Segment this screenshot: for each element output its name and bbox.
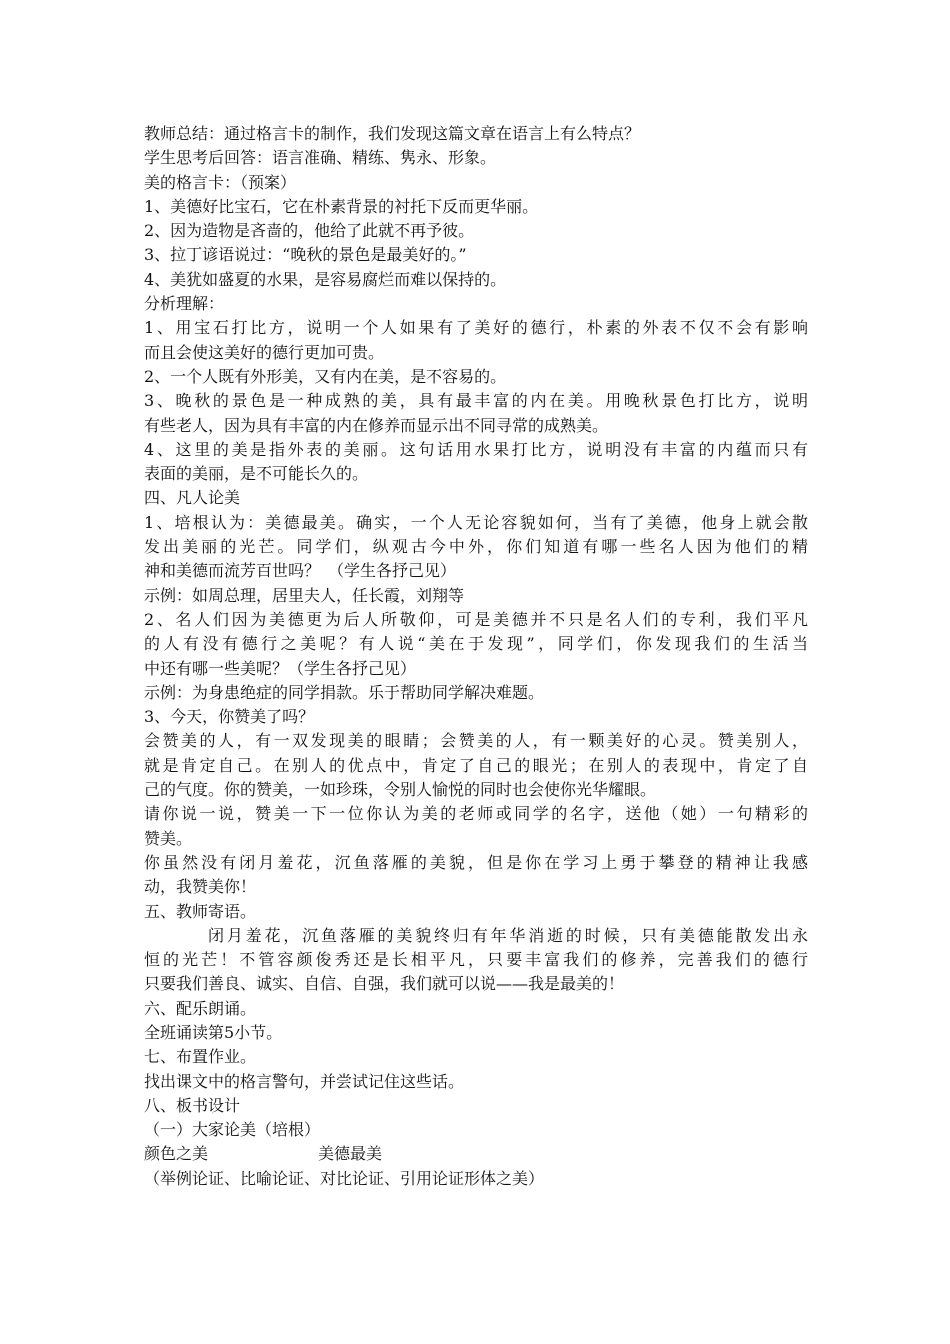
text-line: 2、名人们因为美德更为后人所敬仰，可是美德并不只是名人们的专利，我们平凡 (144, 609, 808, 629)
text-line: 美的格言卡：（预案） (144, 172, 297, 192)
text-line: 3、拉丁谚语说过：“晚秋的景色是最美好的。” (144, 245, 467, 265)
text-line: 请你说一说，赞美一下一位你认为美的老师或同学的名字，送他（她）一句精彩的 (144, 804, 808, 824)
text-line: 中还有哪一些美呢？（学生各抒己见） (144, 658, 417, 678)
text-line: 3、今天，你赞美了吗？ (144, 707, 315, 727)
board-left-text: 颜色之美 (144, 1144, 209, 1164)
text-line: 3、晚秋的景色是一种成熟的美，具有最丰富的内在美。用晚秋景色打比方，说明 (144, 391, 808, 411)
text-line: 2、因为造物是吝啬的，他给了此就不再予彼。 (144, 221, 475, 241)
text-line: （一）大家论美（培根） (144, 1120, 321, 1140)
text-line: 1、用宝石打比方，说明一个人如果有了美好的德行，朴素的外表不仅不会有影响 (144, 318, 808, 338)
text-line: 示例：如周总理，居里夫人，任长霞，刘翔等 (144, 585, 465, 605)
document-body (144, 122, 808, 1191)
section-heading: 六、配乐朗诵。 (144, 998, 257, 1018)
text-line: 找出课文中的格言警句，并尝试记住这些话。 (144, 1071, 465, 1091)
section-heading: 八、板书设计 (144, 1095, 241, 1115)
text-line: 示例：为身患绝症的同学捐款。乐于帮助同学解决难题。 (144, 682, 545, 702)
text-line: 你虽然没有闭月羞花，沉鱼落雁的美貌，但是你在学习上勇于攀登的精神让我感 (144, 852, 808, 872)
text-line: 闭月羞花，沉鱼落雁的美貌终归有年华消逝的时候，只有美德能散发出永 (208, 925, 808, 945)
text-line: 会赞美的人，有一双发现美的眼睛；会赞美的人，有一颗美好的心灵。赞美别人， (144, 731, 808, 751)
text-line: 赞美。 (144, 828, 193, 848)
text-line: 2、一个人既有外形美，又有内在美，是不容易的。 (144, 366, 507, 386)
text-line: 1、培根认为：美德最美。确实，一个人无论容貌如何，当有了美德，他身上就会散 (144, 512, 808, 532)
text-line: 动，我赞美你！ (144, 877, 257, 897)
text-line: 恒的光芒！不管容颜俊秀还是长相平凡，只要丰富我们的修养，完善我们的德行 (144, 950, 808, 970)
text-line: 发出美丽的光芒。同学们，纵观古今中外，你们知道有哪一些名人因为他们的精 (144, 537, 808, 557)
section-heading: 分析理解： (144, 294, 225, 314)
text-line: 表面的美丽，是不可能长久的。 (144, 464, 369, 484)
text-line: 全班诵读第5小节。 (144, 1022, 283, 1042)
section-heading: 五、教师寄语。 (144, 901, 257, 921)
text-line: 只要我们善良、诚实、自信、自强，我们就可以说——我是最美的！ (144, 974, 625, 994)
board-row (144, 1142, 808, 1166)
text-line: 神和美德而流芳百世吗？ （学生各抒己见） (144, 561, 457, 581)
text-line: 4、美犹如盛夏的水果，是容易腐烂而难以保持的。 (144, 269, 507, 289)
text-line: 学生思考后回答：语言准确、精练、隽永、形象。 (144, 148, 497, 168)
board-right-text: 美德最美 (318, 1144, 383, 1164)
text-line: 己的气度。你的赞美，一如珍珠，令别人愉悦的同时也会使你光华耀眼。 (144, 780, 657, 800)
text-line: 而且会使这美好的德行更加可贵。 (144, 342, 385, 362)
section-heading: 七、布置作业。 (144, 1047, 257, 1067)
text-line: 教师总结：通过格言卡的制作，我们发现这篇文章在语言上有么特点？ (144, 124, 641, 143)
text-line: 的人有没有德行之美呢？有人说“美在于发现”，同学们，你发现我们的生活当 (144, 634, 808, 654)
section-heading: 四、凡人论美 (144, 488, 241, 508)
text-line: 有些老人，因为具有丰富的内在修养而显示出不同寻常的成熟美。 (144, 415, 609, 435)
text-line: 就是肯定自己。在别人的优点中，肯定了自己的眼光；在别人的表现中，肯定了自 (144, 755, 808, 775)
text-line: 4、这里的美是指外表的美丽。这句话用水果打比方，说明没有丰富的内蕴而只有 (144, 439, 808, 459)
text-line: 1、美德好比宝石，它在朴素背景的衬托下反而更华丽。 (144, 196, 539, 216)
board-note: （举例论证、比喻论证、对比论证、引用论证形体之美） (144, 1168, 545, 1188)
